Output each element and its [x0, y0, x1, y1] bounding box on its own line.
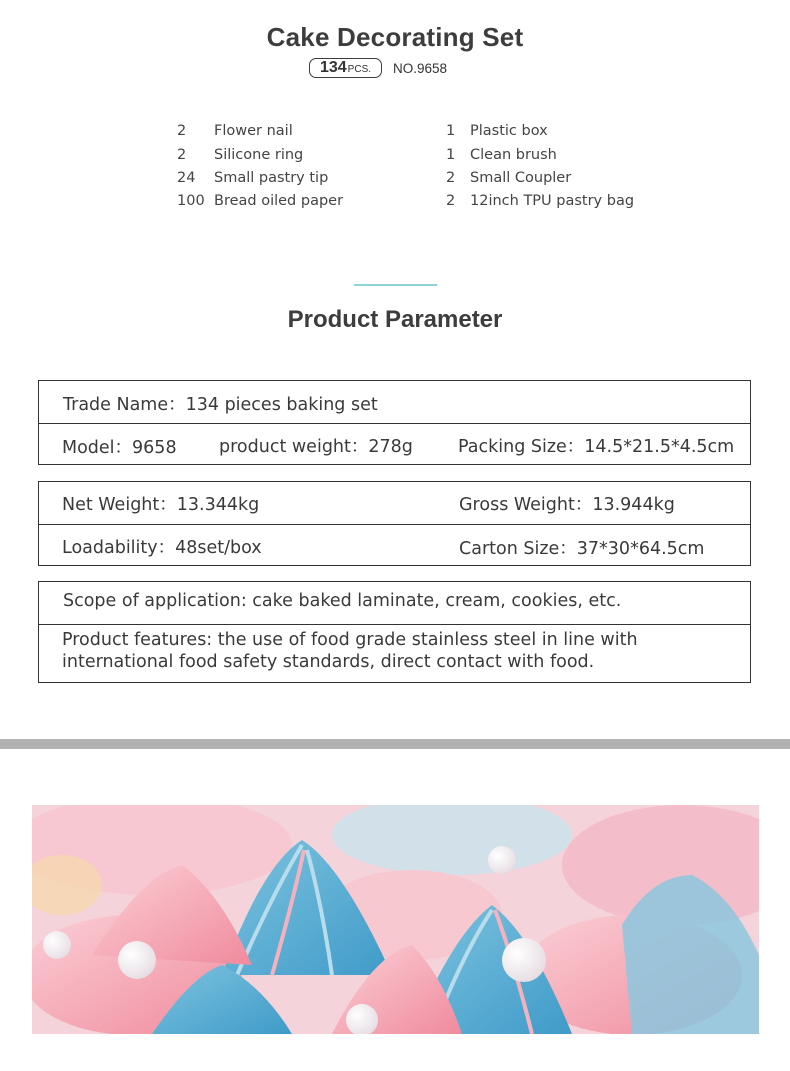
badge-row: [309, 58, 447, 78]
item-qty: 100: [177, 193, 205, 209]
product-weight: product weight：278g: [219, 437, 413, 457]
table-row: [39, 524, 750, 566]
item-name: Plastic box: [470, 123, 548, 139]
trade-name: Trade Name：134 pieces baking set: [63, 395, 378, 415]
param-table-shipping: [38, 481, 751, 566]
features-line-1: Product features: the use of food grade stainless steel in line with: [62, 630, 638, 650]
table-row: [39, 582, 750, 624]
item-name: Clean brush: [470, 147, 557, 163]
item-name: Silicone ring: [214, 147, 304, 163]
page-title: Cake Decorating Set: [266, 22, 524, 52]
item-name: Small Coupler: [470, 170, 572, 186]
table-row: [39, 423, 750, 465]
table-row: [39, 381, 750, 423]
param-table-basic: [38, 380, 751, 465]
product-features: [62, 629, 742, 673]
section-separator-bar: [0, 739, 790, 749]
features-line-2: international food safety standards, direct contact with food.: [62, 652, 595, 672]
pcs-unit: PCS.: [347, 64, 372, 75]
item-qty: 1: [446, 147, 456, 163]
carton-size: Carton Size：37*30*64.5cm: [459, 539, 705, 559]
table-row: [39, 482, 750, 524]
item-qty: 2: [177, 123, 187, 139]
net-weight: Net Weight：13.344kg: [62, 495, 260, 515]
gross-weight: Gross Weight：13.944kg: [459, 495, 675, 515]
table-row: [39, 624, 750, 682]
frosting-illustration: [32, 805, 759, 1034]
pcs-count: 134: [319, 59, 347, 76]
item-qty: 2: [446, 193, 456, 209]
item-qty: 2: [446, 170, 456, 186]
item-name: Flower nail: [214, 123, 293, 139]
scope-of-application: Scope of application: cake baked laminate, cream, cookies, etc.: [63, 591, 622, 611]
model: Model：9658: [62, 438, 177, 458]
item-name: Small pastry tip: [214, 170, 329, 186]
pcs-badge: [309, 58, 382, 78]
accent-divider: [354, 284, 437, 286]
item-qty: 1: [446, 123, 456, 139]
item-qty: 24: [177, 170, 196, 186]
item-name: 12inch TPU pastry bag: [470, 193, 635, 209]
section-title: Product Parameter: [287, 306, 503, 333]
model-number: NO.9658: [393, 60, 448, 76]
loadability: Loadability：48set/box: [62, 538, 262, 558]
cake-frosting-photo: [32, 805, 759, 1034]
param-table-features: [38, 581, 751, 683]
packing-size: Packing Size：14.5*21.5*4.5cm: [458, 437, 735, 457]
item-name: Bread oiled paper: [214, 193, 344, 209]
item-qty: 2: [177, 147, 187, 163]
